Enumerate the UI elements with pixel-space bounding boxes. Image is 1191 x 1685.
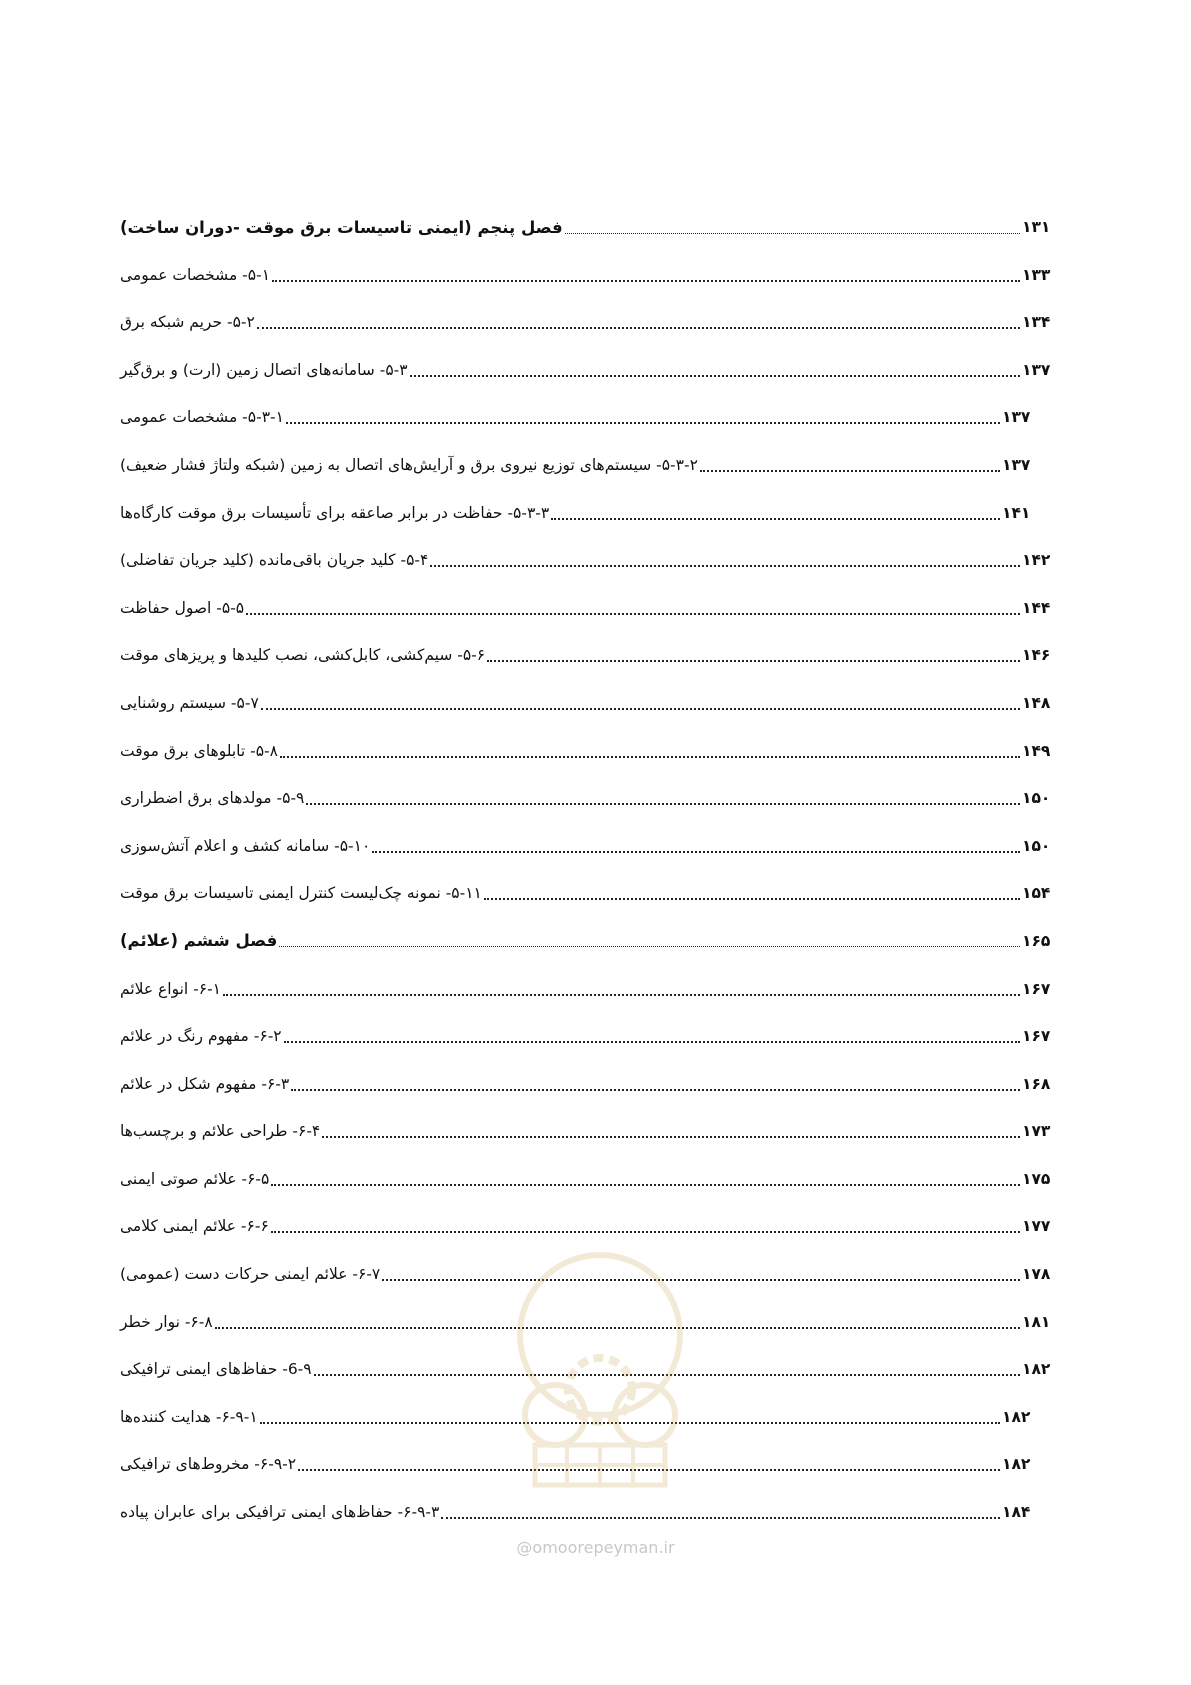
toc-entry-title: 6-۹- حفاظ‌های ایمنی ترافیکی [114, 1360, 312, 1378]
toc-page-number: ۱۷۵ [1022, 1169, 1051, 1188]
toc-entry-row[interactable] [114, 1260, 1056, 1288]
toc-entry-row[interactable] [114, 1355, 1056, 1383]
toc-entry-title: ۶-۹-۲- مخروط‌های ترافیکی [114, 1455, 296, 1473]
toc-page-number: ۱۶۵ [1022, 931, 1051, 950]
toc-entry-row[interactable] [114, 403, 1056, 431]
toc-chapter-row[interactable] [114, 927, 1056, 955]
toc-entry-title: ۶-۸- نوار خطر [114, 1313, 213, 1331]
toc-entry-title: ۵-۵- اصول حفاظت [114, 599, 244, 617]
toc-page-number: ۱۵۰ [1022, 789, 1051, 808]
toc-page-number: ۱۴۹ [1022, 741, 1051, 760]
toc-entry-row[interactable] [114, 784, 1056, 812]
toc-page-number: ۱۴۸ [1022, 693, 1051, 712]
toc-entry-title: فصل ششم (علائم) [114, 931, 277, 950]
toc-entry-row[interactable] [114, 451, 1056, 479]
dot-leader [441, 1517, 1000, 1519]
dot-leader [272, 280, 1020, 282]
toc-entry-title: ۵-۱۰- سامانه کشف و اعلام آتش‌سوزی [114, 837, 370, 855]
toc-entry-title: ۶-۵- علائم صوتی ایمنی [114, 1170, 269, 1188]
toc-entry-title: ۶-۹-۳- حفاظ‌های ایمنی ترافیکی برای عابران پیاده [114, 1503, 439, 1521]
dot-leader [223, 994, 1020, 996]
toc-entry-title: ۵-۳-۲- سیستم‌های توزیع نیروی برق و آرایش‌های اتصال به زمین (شبکه ولتاژ فشار ضعیف) [114, 456, 698, 474]
dot-leader [261, 708, 1020, 710]
toc-page-number: ۱۳۳ [1022, 265, 1051, 284]
toc-entry-row[interactable] [114, 832, 1056, 860]
dot-leader [306, 803, 1020, 805]
toc-entry-row[interactable] [114, 308, 1056, 336]
dot-leader [322, 1136, 1020, 1138]
dot-leader [271, 1184, 1020, 1186]
toc-entry-row[interactable] [114, 356, 1056, 384]
toc-entry-row[interactable] [114, 1308, 1056, 1336]
toc-page-number: ۱۷۳ [1022, 1122, 1051, 1141]
toc-entry-title: ۵-۶- سیم‌کشی، کابل‌کشی، نصب کلیدها و پریزهای موقت [114, 646, 485, 664]
dot-leader [700, 470, 1000, 472]
dot-leader [382, 1279, 1020, 1281]
dot-leader [280, 756, 1020, 758]
toc-page-number: ۱۴۶ [1022, 646, 1051, 665]
dot-leader [484, 898, 1020, 900]
toc-entry-row[interactable] [114, 1498, 1056, 1526]
dot-leader [298, 1469, 1000, 1471]
dot-leader [372, 851, 1020, 853]
toc-entry-row[interactable] [114, 546, 1056, 574]
toc-entry-title: ۵-۱- مشخصات عمومی [114, 266, 270, 284]
dot-leader [314, 1374, 1020, 1376]
toc-entry-title: ۶-۷- علائم ایمنی حرکات دست (عمومی) [114, 1265, 380, 1283]
toc-entry-row[interactable] [114, 975, 1056, 1003]
toc-page-number: ۱۸۲ [1002, 1407, 1031, 1426]
toc-page-number: ۱۷۷ [1022, 1217, 1051, 1236]
dot-leader [284, 1041, 1020, 1043]
table-of-contents [114, 213, 1056, 1546]
toc-entry-title: ۶-۶- علائم ایمنی کلامی [114, 1217, 269, 1235]
toc-entry-row[interactable] [114, 1022, 1056, 1050]
dot-leader [565, 233, 1020, 234]
toc-entry-title: ۵-۳-۱- مشخصات عمومی [114, 408, 284, 426]
toc-entry-row[interactable] [114, 1117, 1056, 1145]
toc-entry-row[interactable] [114, 1450, 1056, 1478]
dot-leader [246, 613, 1020, 615]
toc-page-number: ۱۴۲ [1022, 551, 1051, 570]
toc-entry-row[interactable] [114, 594, 1056, 622]
dot-leader [279, 946, 1020, 947]
toc-entry-title: ۵-۷- سیستم روشنایی [114, 694, 259, 712]
toc-page-number: ۱۳۷ [1022, 360, 1051, 379]
toc-entry-row[interactable] [114, 689, 1056, 717]
toc-entry-title: ۶-۳- مفهوم شکل در علائم [114, 1075, 289, 1093]
toc-page-number: ۱۶۸ [1022, 1074, 1051, 1093]
toc-page-number: ۱۳۷ [1002, 455, 1031, 474]
toc-entry-title: ۵-۸- تابلوهای برق موقت [114, 742, 278, 760]
toc-page-number: ۱۷۸ [1022, 1265, 1051, 1284]
dot-leader [286, 422, 1000, 424]
toc-page-number: ۱۳۱ [1022, 218, 1051, 236]
toc-entry-title: ۵-۱۱- نمونه چک‌لیست کنترل ایمنی تاسیسات برق موقت [114, 884, 482, 902]
dot-leader [430, 565, 1020, 567]
toc-entry-title: ۵-۲- حریم شبکه برق [114, 313, 255, 331]
toc-page-number: ۱۵۰ [1022, 836, 1051, 855]
toc-entry-title: ۶-۲- مفهوم رنگ در علائم [114, 1027, 282, 1045]
toc-entry-title: ۶-۴- طراحی علائم و برچسب‌ها [114, 1122, 320, 1140]
dot-leader [257, 327, 1020, 329]
dot-leader [260, 1422, 1000, 1424]
toc-page-number: ۱۳۷ [1002, 408, 1031, 427]
toc-page-number: ۱۶۷ [1022, 979, 1051, 998]
dot-leader [291, 1089, 1020, 1091]
dot-leader [487, 660, 1020, 662]
toc-entry-title: فصل پنجم (ایمنی تاسیسات برق موقت -دوران ساخت) [114, 218, 563, 237]
toc-page-number: ۱۴۴ [1022, 598, 1051, 617]
toc-entry-row[interactable] [114, 261, 1056, 289]
toc-entry-title: ۶-۱- انواع علائم [114, 980, 221, 998]
toc-page-number: ۱۸۲ [1022, 1360, 1051, 1379]
toc-entry-row[interactable] [114, 737, 1056, 765]
toc-entry-row[interactable] [114, 641, 1056, 669]
toc-page-number: ۱۸۱ [1022, 1312, 1051, 1331]
toc-entry-row[interactable] [114, 1212, 1056, 1240]
toc-entry-row[interactable] [114, 499, 1056, 527]
toc-entry-title: ۵-۳-۳- حفاظت در برابر صاعقه برای تأسیسات برق موقت کارگاه‌ها [114, 504, 549, 522]
dot-leader [271, 1231, 1020, 1233]
toc-entry-title: ۶-۹-۱- هدایت کننده‌ها [114, 1408, 258, 1426]
toc-page-number: ۱۶۷ [1022, 1027, 1051, 1046]
dot-leader [410, 375, 1020, 377]
toc-chapter-row[interactable] [114, 213, 1056, 241]
toc-entry-title: ۵-۳- سامانه‌های اتصال زمین (ارت) و برق‌گیر [114, 361, 408, 379]
toc-entry-row[interactable] [114, 1165, 1056, 1193]
toc-entry-title: ۵-۴- کلید جریان باقی‌مانده (کلید جریان تفاضلی) [114, 551, 428, 569]
watermark-site-text: @omoorepeyman.ir [516, 1538, 675, 1557]
toc-entry-row[interactable] [114, 1070, 1056, 1098]
toc-page-number: ۱۸۴ [1002, 1503, 1031, 1522]
dot-leader [215, 1327, 1020, 1329]
toc-entry-row[interactable] [114, 1403, 1056, 1431]
toc-page-number: ۱۴۱ [1002, 503, 1031, 522]
toc-page-number: ۱۸۲ [1002, 1455, 1031, 1474]
dot-leader [551, 518, 1000, 520]
toc-entry-title: ۵-۹- مولدهای برق اضطراری [114, 789, 304, 807]
toc-page-number: ۱۵۴ [1022, 884, 1051, 903]
toc-entry-row[interactable] [114, 879, 1056, 907]
toc-page-number: ۱۳۴ [1022, 313, 1051, 332]
